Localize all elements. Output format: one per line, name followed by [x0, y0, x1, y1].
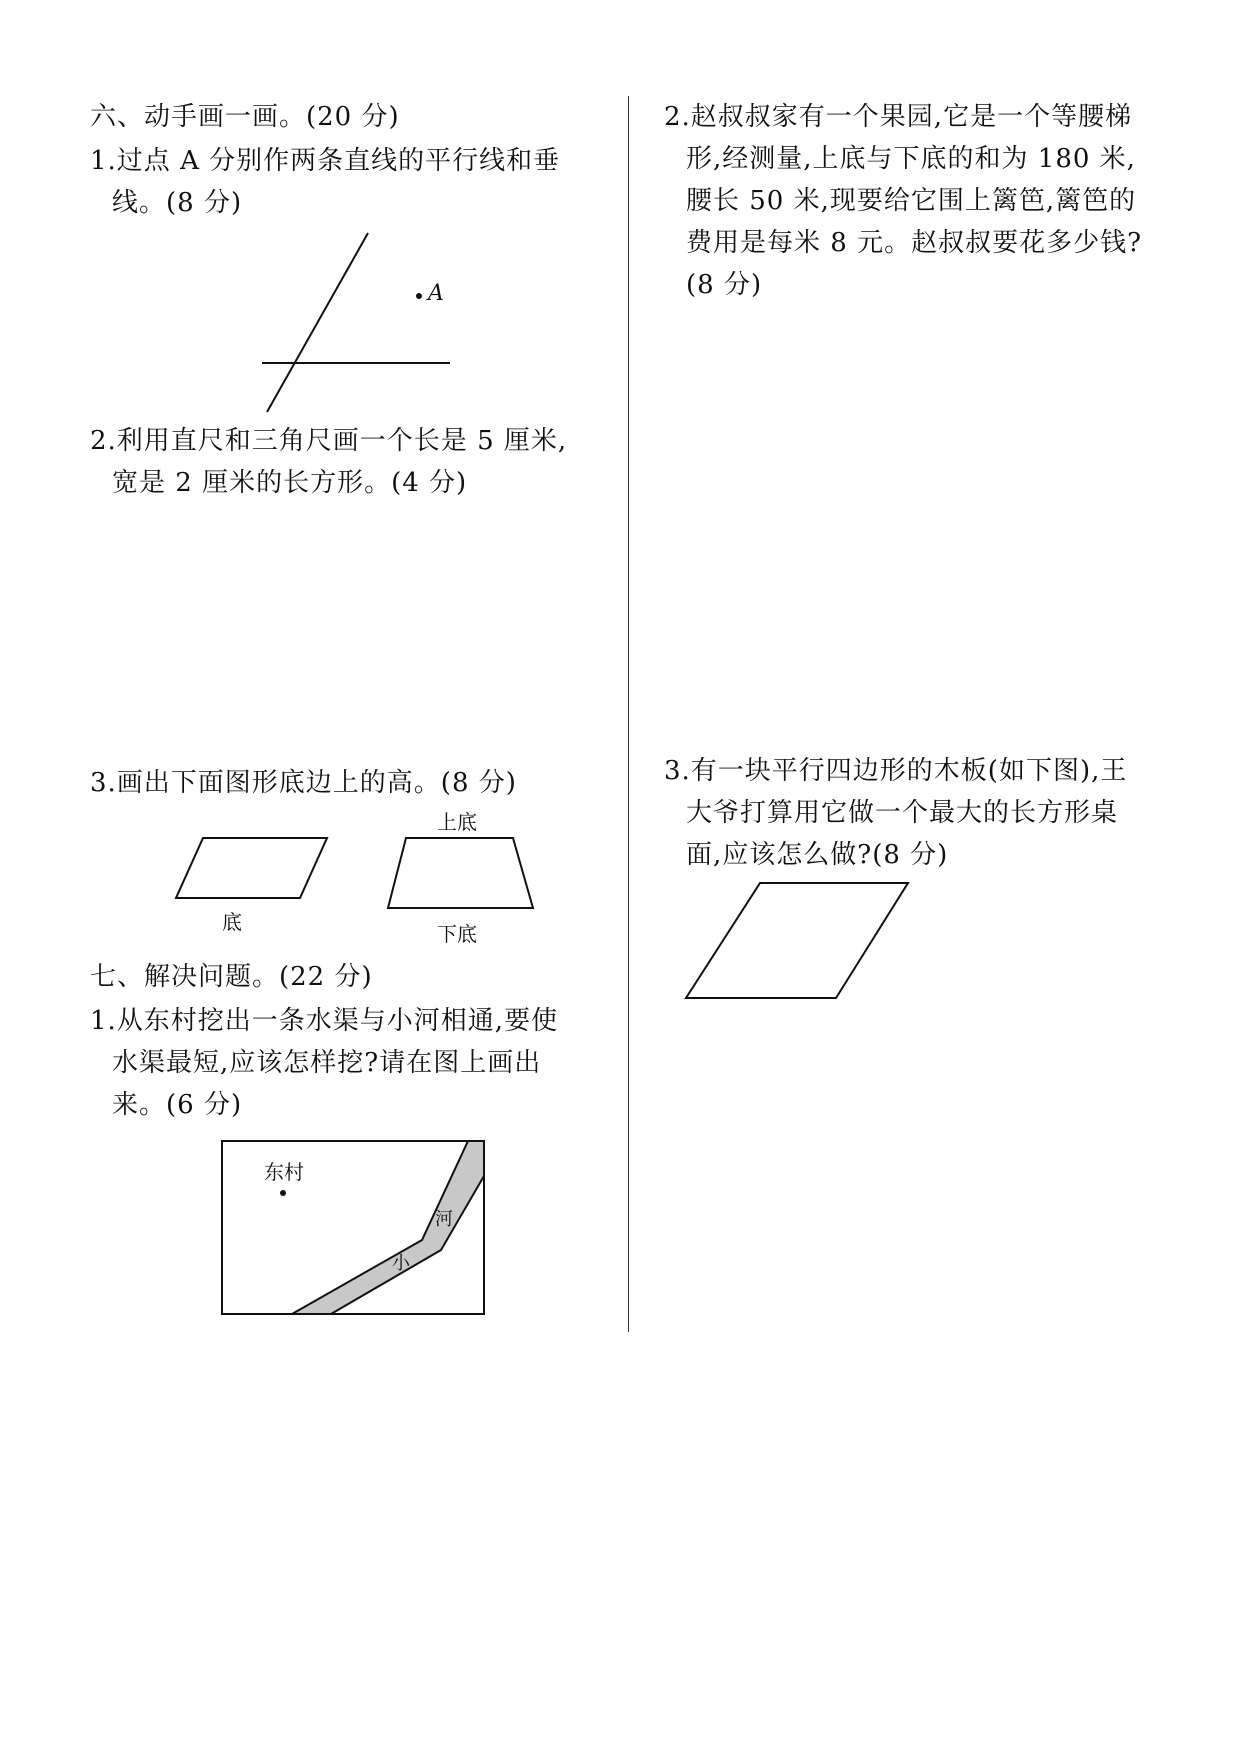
s7-q3-line2: 大爷打算用它做一个最大的长方形桌	[686, 798, 1119, 828]
village-label: 东村	[264, 1160, 304, 1184]
wood-board-parallelogram	[686, 883, 908, 998]
s7-q2-line2: 形,经测量,上底与下底的和为 180 米,	[686, 144, 1136, 174]
s7-q1-line2: 水渠最短,应该怎样挖?请在图上画出	[112, 1048, 542, 1078]
s7-q2-line4: 费用是每米 8 元。赵叔叔要花多少钱?	[686, 228, 1143, 258]
trapezoid-bottom-label: 下底	[437, 922, 477, 946]
s6-q1-line1: 1.过点 A 分别作两条直线的平行线和垂	[90, 146, 561, 176]
s6-q2-line2: 宽是 2 厘米的长方形。(4 分)	[112, 468, 468, 498]
parallelogram-base-label: 底	[222, 910, 242, 934]
s7-q2-line3: 腰长 50 米,现要给它围上篱笆,篱笆的	[686, 186, 1137, 216]
river-label-1: 小	[392, 1253, 410, 1274]
s7-q1-line1: 1.从东村挖出一条水渠与小河相通,要使	[90, 1006, 559, 1036]
s6-q1-line2: 线。(8 分)	[112, 188, 243, 218]
s6-q3-text: 3.画出下面图形底边上的高。(8 分)	[90, 768, 517, 798]
s7-q2-line5: (8 分)	[686, 270, 763, 300]
section7-heading: 七、解决问题。(22 分)	[90, 962, 373, 992]
s7-q3-line3: 面,应该怎么做?(8 分)	[686, 840, 949, 870]
s6-q2-line1: 2.利用直尺和三角尺画一个长是 5 厘米,	[90, 426, 568, 456]
river-label-2: 河	[435, 1209, 453, 1230]
section6-heading: 六、动手画一画。(20 分)	[90, 102, 400, 132]
trapezoid-top-label: 上底	[437, 810, 477, 834]
s7-q1-line3: 来。(6 分)	[112, 1090, 243, 1120]
point-a-label: A	[428, 281, 444, 306]
s7-q3-line1: 3.有一块平行四边形的木板(如下图),王	[664, 756, 1128, 786]
s7-q2-line1: 2.赵叔叔家有一个果园,它是一个等腰梯	[664, 102, 1133, 132]
